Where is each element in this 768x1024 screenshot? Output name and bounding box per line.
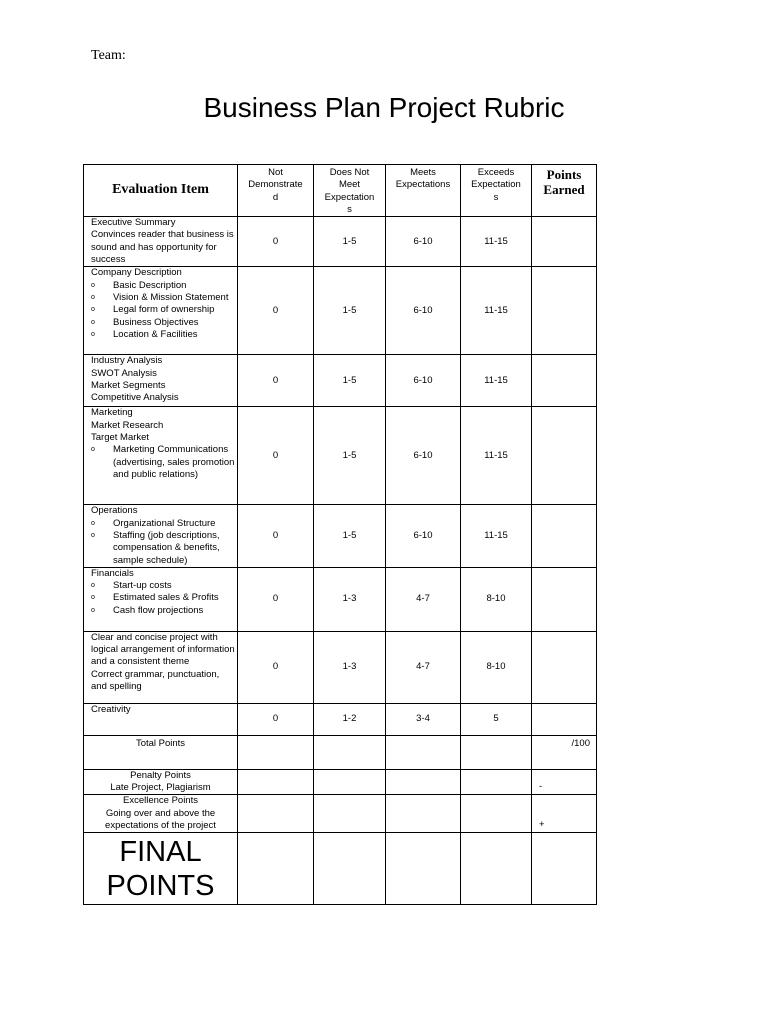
bullet-marker: o xyxy=(91,606,95,614)
score-exceeds: 11-15 xyxy=(461,355,532,407)
rubric-body xyxy=(84,217,597,905)
bullet-text: Estimated sales & Profits xyxy=(113,592,219,604)
score-exceeds: 8-10 xyxy=(461,567,532,631)
score-does-not-meet: 1-5 xyxy=(314,355,386,407)
penalty-points-value: - xyxy=(532,769,597,795)
criteria-row xyxy=(84,267,597,355)
bullet-marker: o xyxy=(91,531,95,539)
evaluation-item-text: Correct grammar, punctuation, and spelling xyxy=(91,668,220,693)
score-exceeds: 11-15 xyxy=(461,407,532,505)
bullet-text: Basic Description xyxy=(113,279,187,291)
evaluation-item-title: Financials xyxy=(91,567,134,579)
bullet-text: Legal form of ownership xyxy=(113,304,215,316)
bullet-marker: o xyxy=(91,446,95,454)
bullet-item xyxy=(91,444,235,481)
score-meets: 6-10 xyxy=(386,267,461,355)
bullet-item xyxy=(91,605,235,617)
evaluation-item-text: Competitive Analysis xyxy=(91,392,179,404)
evaluation-item-cell xyxy=(84,267,238,355)
evaluation-item-title: Industry Analysis xyxy=(91,355,163,367)
bullet-text: Staffing (job descriptions, compensation & benefits, sample schedule) xyxy=(113,529,220,566)
evaluation-item-text: Market Segments xyxy=(91,379,166,391)
points-earned-cell xyxy=(532,407,597,505)
score-meets: 6-10 xyxy=(386,217,461,267)
header-evaluation-item: Evaluation Item xyxy=(84,165,238,217)
excellence-points-sub-1: Going over and above the xyxy=(105,807,216,819)
score-does-not-meet: 1-3 xyxy=(314,567,386,631)
evaluation-item-title: Company Description xyxy=(91,267,182,279)
evaluation-item-title: Executive Summary xyxy=(91,217,176,229)
score-does-not-meet: 1-2 xyxy=(314,703,386,735)
evaluation-item-cell xyxy=(84,505,238,567)
points-earned-cell xyxy=(532,631,597,703)
criteria-row xyxy=(84,567,597,631)
penalty-points-cell xyxy=(84,769,238,795)
points-earned-cell xyxy=(532,567,597,631)
score-meets: 3-4 xyxy=(386,703,461,735)
total-points-value: /100 xyxy=(532,735,597,769)
bullet-marker: o xyxy=(91,293,95,301)
evaluation-item-cell xyxy=(84,631,238,703)
score-not-demonstrated: 0 xyxy=(238,505,314,567)
bullet-text: Organizational Structure xyxy=(113,517,216,529)
evaluation-item-text: SWOT Analysis xyxy=(91,367,157,379)
excellence-row xyxy=(84,795,597,833)
evaluation-item-text: Market Research xyxy=(91,419,164,431)
criteria-row xyxy=(84,703,597,735)
points-earned-cell xyxy=(532,217,597,267)
bullet-marker: o xyxy=(91,582,95,590)
score-not-demonstrated: 0 xyxy=(238,217,314,267)
bullet-item xyxy=(91,580,235,592)
bullet-marker: o xyxy=(91,306,95,314)
points-earned-cell xyxy=(532,355,597,407)
points-earned-cell xyxy=(532,703,597,735)
bullet-item xyxy=(91,304,235,316)
criteria-row xyxy=(84,505,597,567)
evaluation-item-cell xyxy=(84,217,238,267)
excellence-points-value: + xyxy=(532,795,597,833)
evaluation-item-cell xyxy=(84,407,238,505)
final-points-value xyxy=(532,833,597,905)
header-exceeds-expectations: Exceeds Expectation s xyxy=(461,165,532,217)
bullet-item xyxy=(91,592,235,604)
bullet-item xyxy=(91,280,235,292)
header-not-demonstrated: Not Demonstrate d xyxy=(238,165,314,217)
score-does-not-meet: 1-3 xyxy=(314,631,386,703)
evaluation-item-text: Target Market xyxy=(91,431,150,443)
evaluation-item-title: Clear and concise project with logical arrangement of information and a consistent theme xyxy=(91,631,235,668)
criteria-row xyxy=(84,407,597,505)
header-meets-expectations: Meets Expectations xyxy=(386,165,461,217)
score-exceeds: 11-15 xyxy=(461,505,532,567)
penalty-row xyxy=(84,769,597,795)
score-exceeds: 8-10 xyxy=(461,631,532,703)
bullet-marker: o xyxy=(91,519,95,527)
excellence-points-sub-2: expectations of the project xyxy=(105,820,216,832)
evaluation-item-text: Convinces reader that business is sound and has opportunity for success xyxy=(91,229,234,266)
excellence-points-label: Excellence Points xyxy=(123,795,198,807)
bullet-marker: o xyxy=(91,330,95,338)
score-exceeds: 5 xyxy=(461,703,532,735)
bullet-marker: o xyxy=(91,281,95,289)
rubric-table xyxy=(83,164,597,905)
score-meets: 4-7 xyxy=(386,631,461,703)
criteria-row xyxy=(84,355,597,407)
bullet-marker: o xyxy=(91,318,95,326)
bullet-item xyxy=(91,329,235,341)
score-not-demonstrated: 0 xyxy=(238,631,314,703)
bullet-item xyxy=(91,317,235,329)
total-points-label: Total Points xyxy=(84,735,238,769)
evaluation-item-cell xyxy=(84,355,238,407)
bullet-text: Marketing Communications (advertising, sales promotion and public relations) xyxy=(113,444,235,480)
criteria-row xyxy=(84,631,597,703)
bullet-text: Vision & Mission Statement xyxy=(113,291,229,303)
score-not-demonstrated: 0 xyxy=(238,267,314,355)
score-not-demonstrated: 0 xyxy=(238,355,314,407)
score-not-demonstrated: 0 xyxy=(238,567,314,631)
criteria-row xyxy=(84,217,597,267)
score-does-not-meet: 1-5 xyxy=(314,505,386,567)
bullet-item xyxy=(91,518,235,530)
points-earned-cell xyxy=(532,267,597,355)
score-meets: 6-10 xyxy=(386,355,461,407)
score-does-not-meet: 1-5 xyxy=(314,267,386,355)
excellence-points-cell xyxy=(84,795,238,833)
score-not-demonstrated: 0 xyxy=(238,407,314,505)
penalty-points-label: Penalty Points xyxy=(130,769,191,781)
score-meets: 4-7 xyxy=(386,567,461,631)
evaluation-item-cell xyxy=(84,703,238,735)
final-row xyxy=(84,833,597,905)
score-meets: 6-10 xyxy=(386,407,461,505)
score-exceeds: 11-15 xyxy=(461,217,532,267)
evaluation-item-title: Operations xyxy=(91,505,138,517)
total-row xyxy=(84,735,597,769)
points-earned-cell xyxy=(532,505,597,567)
bullet-item xyxy=(91,292,235,304)
evaluation-item-title: Creativity xyxy=(91,703,131,715)
score-meets: 6-10 xyxy=(386,505,461,567)
bullet-item xyxy=(91,530,235,567)
bullet-marker: o xyxy=(91,594,95,602)
header-points-earned: Points Earned xyxy=(532,165,597,217)
bullet-text: Location & Facilities xyxy=(113,328,198,340)
final-points-label: FINAL POINTS xyxy=(84,833,238,905)
score-does-not-meet: 1-5 xyxy=(314,407,386,505)
score-does-not-meet: 1-5 xyxy=(314,217,386,267)
penalty-points-sub: Late Project, Plagiarism xyxy=(110,782,211,794)
header-does-not-meet: Does Not Meet Expectation s xyxy=(314,165,386,217)
score-not-demonstrated: 0 xyxy=(238,703,314,735)
header-row xyxy=(84,165,597,217)
bullet-text: Cash flow projections xyxy=(113,604,204,616)
bullet-text: Business Objectives xyxy=(113,316,199,328)
page-title: Business Plan Project Rubric xyxy=(203,92,565,123)
team-label: Team: xyxy=(91,48,126,63)
score-exceeds: 11-15 xyxy=(461,267,532,355)
evaluation-item-cell xyxy=(84,567,238,631)
bullet-text: Start-up costs xyxy=(113,580,172,592)
evaluation-item-title: Marketing xyxy=(91,407,133,419)
